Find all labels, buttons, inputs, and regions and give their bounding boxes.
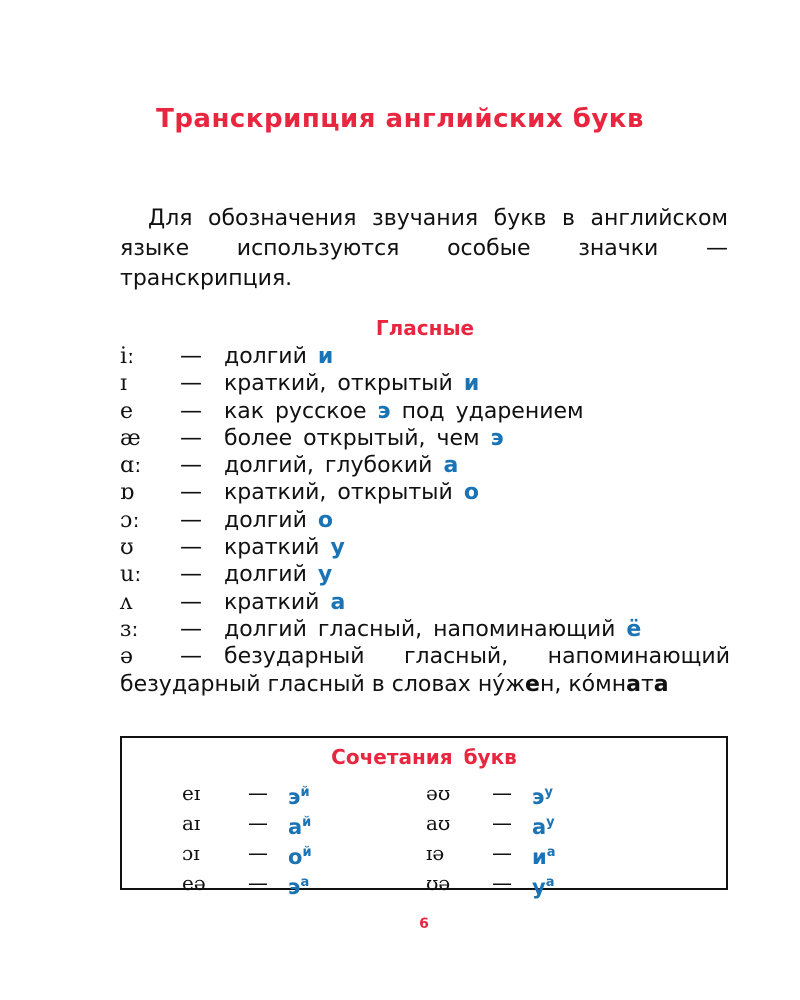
combination-dash: — [492,871,512,895]
vowel-row-schwa [120,643,730,698]
vowel-row [120,370,730,397]
combination-row [182,868,312,898]
vowel-symbol: iː [120,344,135,369]
vowel-symbol: ə [120,644,134,670]
combination-symbol: ʊə [426,871,451,895]
vowel-dash: — [180,425,202,451]
combination-row [426,808,556,838]
vowel-symbol: e [120,398,134,424]
vowel-description: долгий, глубокий [224,453,433,479]
combination-row [182,778,312,808]
vowel-sound: а [443,453,459,479]
combination-symbol: aɪ [182,811,201,835]
vowel-dash: — [180,453,202,479]
vowel-row [120,589,730,616]
vowel-row [120,534,730,561]
vowel-sound: у [317,562,333,588]
vowel-description: долгий [224,562,307,588]
combination-symbol: aʊ [426,811,451,835]
combination-sound: $а^у$ [532,815,555,839]
combination-sound: $у^а$ [532,875,555,899]
combination-dash: — [492,841,512,865]
combination-symbol: eə [182,871,206,895]
vowel-symbol: ɜː [120,616,139,642]
vowel-sound: э [377,398,391,424]
vowels-list [120,343,730,698]
combination-dash: — [248,811,268,835]
letter-combinations-box [120,736,728,899]
vowel-symbol: uː [120,562,142,588]
schwa-description: безударный гласный, напоминающий безударный гласный в словах [120,644,730,697]
combination-sound: $о^й$ [288,845,312,869]
combination-symbol: eɪ [182,781,201,805]
vowel-sound: у [330,535,345,561]
combination-dash: — [492,811,512,835]
vowel-description: долгий [224,507,307,533]
combinations-left-column [182,778,312,898]
vowel-dash: — [180,371,202,397]
page-title: Транскрипция английских букв [156,104,644,134]
combination-dash: — [492,781,512,805]
combination-sound: $э^у$ [532,785,553,809]
vowel-row [120,561,730,588]
combination-row [426,838,556,868]
vowel-description: краткий, открытый [224,371,453,397]
vowel-row [120,479,730,506]
vowel-symbol: ʌ [120,589,133,615]
combination-sound: $э^а$ [288,875,310,899]
vowel-sound: и [317,344,334,369]
vowel-description: более открытый, чем [224,425,480,451]
vowel-dash: — [180,589,202,615]
vowel-row [120,343,730,370]
combination-sound: $а^й$ [288,815,312,839]
combination-row [182,808,312,838]
combination-symbol: ɔɪ [182,841,200,865]
vowel-dash: — [180,398,202,424]
combination-dash: — [248,841,268,865]
vowel-description: долгий [224,344,307,369]
vowel-symbol: ɪ [120,371,128,397]
vowel-dash: — [180,507,202,533]
combination-row [182,838,312,868]
vowel-symbol: ɑː [120,453,142,479]
vowel-description: краткий, открытый [224,480,453,506]
vowel-symbol: ɒ [120,480,135,506]
vowel-description-after: под ударением [401,398,584,424]
vowels-heading: Гласные [375,316,475,340]
vowel-dash: — [180,562,202,588]
vowel-symbol: ʊ [120,535,134,561]
combinations-heading: Сочетания букв [331,745,517,769]
combination-dash: — [248,781,268,805]
combination-symbol: əʊ [426,781,451,805]
vowel-sound: о [317,507,334,533]
vowel-sound: а [330,589,346,615]
combination-row [426,868,556,898]
combination-symbol: ɪə [426,841,445,865]
vowel-row [120,616,730,643]
vowel-dash: — [180,480,202,506]
vowel-dash: — [180,344,202,369]
vowel-sound: э [490,425,504,451]
vowel-description: долгий гласный, напоминающий [224,616,616,642]
intro-paragraph: Для обозначения звучания букв в английском языке используются особые значки — транскрипция. [120,206,728,291]
vowel-dash: — [180,644,202,670]
vowel-sound: ё [626,616,642,642]
vowel-row [120,425,730,452]
vowel-description: краткий [224,535,320,561]
vowel-row [120,507,730,534]
vowel-sound: и [463,371,480,397]
combinations-right-column [426,778,556,898]
combination-row [426,778,556,808]
vowel-symbol: æ [120,425,141,451]
page-number: 6 [419,916,429,932]
combination-sound: $э^й$ [288,785,310,809]
vowel-description: краткий [224,589,320,615]
vowel-dash: — [180,535,202,561]
vowel-row [120,452,730,479]
example-word-nuzhen: ну́жен, [477,671,562,697]
vowel-sound: о [463,480,479,506]
combination-dash: — [248,871,268,895]
combination-sound: $и^а$ [532,845,556,869]
vowel-row [120,398,730,425]
vowel-dash: — [180,616,202,642]
vowel-symbol: ɔː [120,507,140,533]
example-word-komnata: ко́мната [568,671,669,697]
vowel-description: как русское [224,398,367,424]
